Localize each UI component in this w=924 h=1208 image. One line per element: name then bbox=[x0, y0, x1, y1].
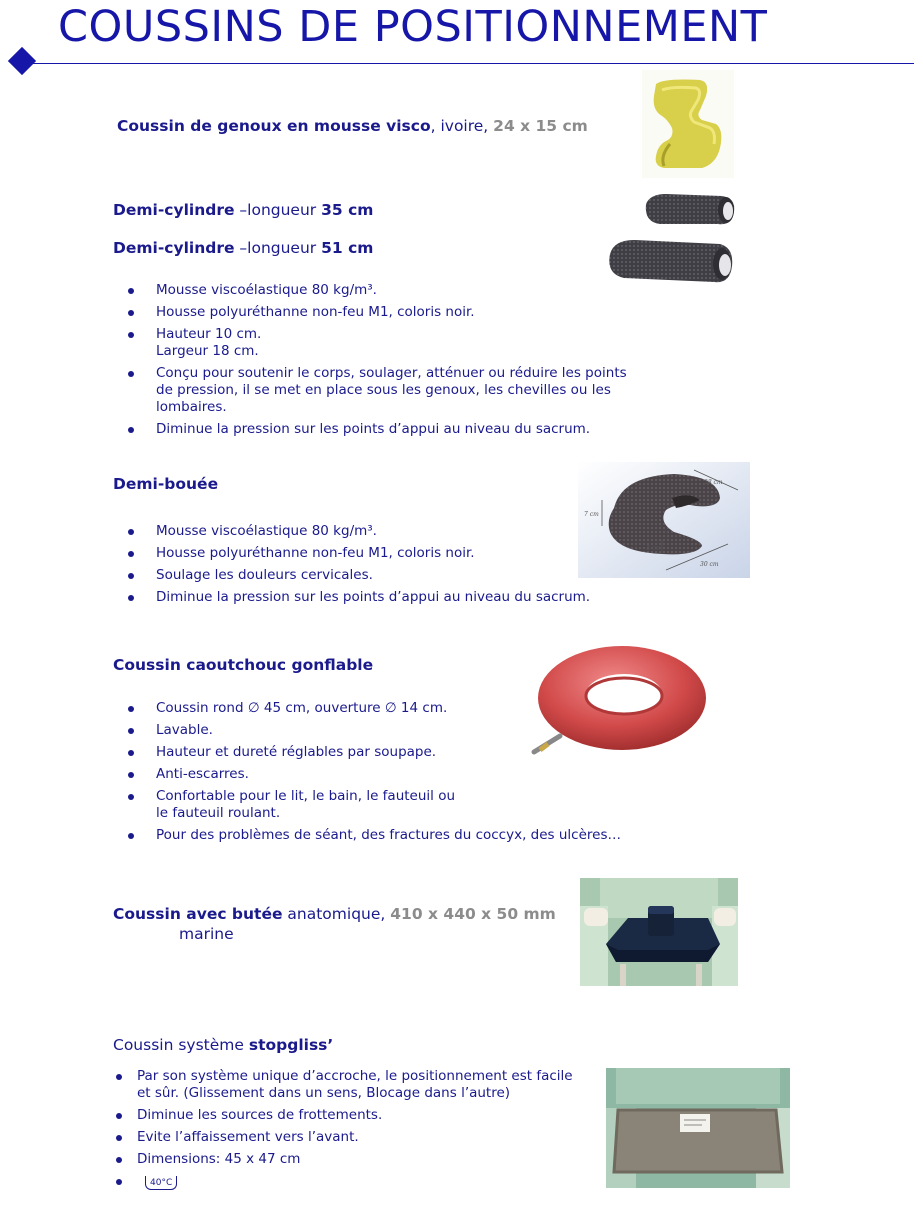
list-item: Coussin rond ∅ 45 cm, ouverture ∅ 14 cm. bbox=[112, 700, 672, 717]
bullet-icon bbox=[128, 310, 134, 316]
bullet-icon bbox=[128, 371, 134, 377]
list-item: Pour des problèmes de séant, des fractures du coccyx, des ulcères… bbox=[112, 827, 672, 844]
product-name: stopgliss’ bbox=[248, 1036, 334, 1054]
half-cylinder-short-image bbox=[640, 190, 738, 230]
product-title-abduction-cushion bbox=[113, 904, 556, 944]
bullet-icon bbox=[128, 728, 134, 734]
list-item: Mousse viscoélastique 80 kg/m³. bbox=[112, 523, 672, 540]
feature-list-stopgliss bbox=[113, 1068, 593, 1195]
product-color: marine bbox=[179, 925, 234, 943]
product-name: Coussin de genoux en mousse visco bbox=[117, 117, 431, 135]
product-detail: anatomique, bbox=[282, 905, 391, 923]
bullet-icon bbox=[128, 794, 134, 800]
page-title: COUSSINS DE POSITIONNEMENT bbox=[58, 2, 768, 52]
product-name: Coussin avec butée bbox=[113, 905, 283, 923]
product-detail: –longueur bbox=[234, 239, 322, 257]
dimension-label: 28 cm bbox=[704, 479, 723, 486]
product-size: 24 x 15 cm bbox=[493, 117, 588, 135]
dimension-label: 3 cm bbox=[646, 545, 661, 552]
bullet-icon bbox=[116, 1135, 122, 1141]
bullet-icon bbox=[128, 529, 134, 535]
product-size: 35 cm bbox=[321, 201, 374, 219]
product-size: 410 x 440 x 50 mm bbox=[390, 905, 556, 923]
product-title-knee-cushion bbox=[117, 117, 588, 135]
product-title-stopgliss bbox=[113, 1036, 333, 1054]
list-item: Confortable pour le lit, le bain, le fauteuil ou le fauteuil roulant. bbox=[112, 788, 672, 822]
list-item: Par son système unique d’accroche, le positionnement est facile et sûr. (Glissement dans un sens, Blocage dans l’autre) bbox=[113, 1068, 593, 1102]
bullet-icon bbox=[128, 595, 134, 601]
list-item: Hauteur 10 cm. Largeur 18 cm. bbox=[112, 326, 672, 360]
bullet-icon bbox=[116, 1074, 122, 1080]
product-size: 51 cm bbox=[321, 239, 374, 257]
bullet-icon bbox=[116, 1157, 122, 1163]
list-item: Soulage les douleurs cervicales. bbox=[112, 567, 672, 584]
product-title-half-ring bbox=[113, 475, 218, 493]
stopgliss-cushion-image bbox=[606, 1068, 790, 1188]
diamond-icon bbox=[8, 47, 36, 75]
bullet-icon bbox=[128, 427, 134, 433]
product-detail: , ivoire, bbox=[430, 117, 494, 135]
dimension-label: 30 cm bbox=[700, 561, 719, 568]
list-item: Mousse viscoélastique 80 kg/m³. bbox=[112, 282, 672, 299]
product-name: Demi-cylindre bbox=[113, 201, 235, 219]
list-item: Diminue la pression sur les points d’appui au niveau du sacrum. bbox=[112, 589, 672, 606]
product-title-inflatable-ring bbox=[113, 656, 373, 674]
washing-40-icon: 40°C bbox=[145, 1176, 177, 1190]
bullet-icon bbox=[128, 288, 134, 294]
bullet-icon bbox=[128, 833, 134, 839]
product-name: Demi-bouée bbox=[113, 475, 219, 493]
product-detail: –longueur bbox=[234, 201, 322, 219]
feature-list-half-ring bbox=[112, 523, 672, 611]
list-item: Housse polyuréthanne non-feu M1, coloris noir. bbox=[112, 545, 672, 562]
abduction-cushion-image bbox=[580, 878, 738, 986]
title-rule bbox=[30, 63, 914, 64]
list-item: Conçu pour soutenir le corps, soulager, atténuer ou réduire les points de pression, il se met en place sous les genoux, les chevilles ou les lombaires. bbox=[112, 365, 672, 416]
bullet-icon bbox=[128, 551, 134, 557]
knee-cushion-image bbox=[642, 70, 734, 178]
list-item: Lavable. bbox=[112, 722, 672, 739]
bullet-icon bbox=[128, 772, 134, 778]
feature-list-inflatable-ring bbox=[112, 700, 672, 849]
bullet-icon bbox=[128, 573, 134, 579]
list-item bbox=[113, 1173, 593, 1190]
list-item: Evite l’affaissement vers l’avant. bbox=[113, 1129, 593, 1146]
bullet-icon bbox=[116, 1113, 122, 1119]
list-item: Anti-escarres. bbox=[112, 766, 672, 783]
feature-list-half-cylinder bbox=[112, 282, 672, 443]
bullet-icon bbox=[128, 706, 134, 712]
product-title-half-cylinder-35 bbox=[113, 201, 373, 219]
product-name: Coussin caoutchouc gonflable bbox=[113, 656, 374, 674]
list-item: Diminue la pression sur les points d’appui au niveau du sacrum. bbox=[112, 421, 672, 438]
list-item: Dimensions: 45 x 47 cm bbox=[113, 1151, 593, 1168]
product-name: Demi-cylindre bbox=[113, 239, 235, 257]
product-prefix: Coussin système bbox=[113, 1036, 249, 1054]
bullet-icon bbox=[128, 332, 134, 338]
dimension-label: 7 cm bbox=[584, 511, 599, 518]
bullet-icon bbox=[116, 1179, 122, 1185]
product-title-half-cylinder-51 bbox=[113, 239, 373, 257]
list-item: Housse polyuréthanne non-feu M1, coloris noir. bbox=[112, 304, 672, 321]
list-item: Hauteur et dureté réglables par soupape. bbox=[112, 744, 672, 761]
bullet-icon bbox=[128, 750, 134, 756]
list-item: Diminue les sources de frottements. bbox=[113, 1107, 593, 1124]
